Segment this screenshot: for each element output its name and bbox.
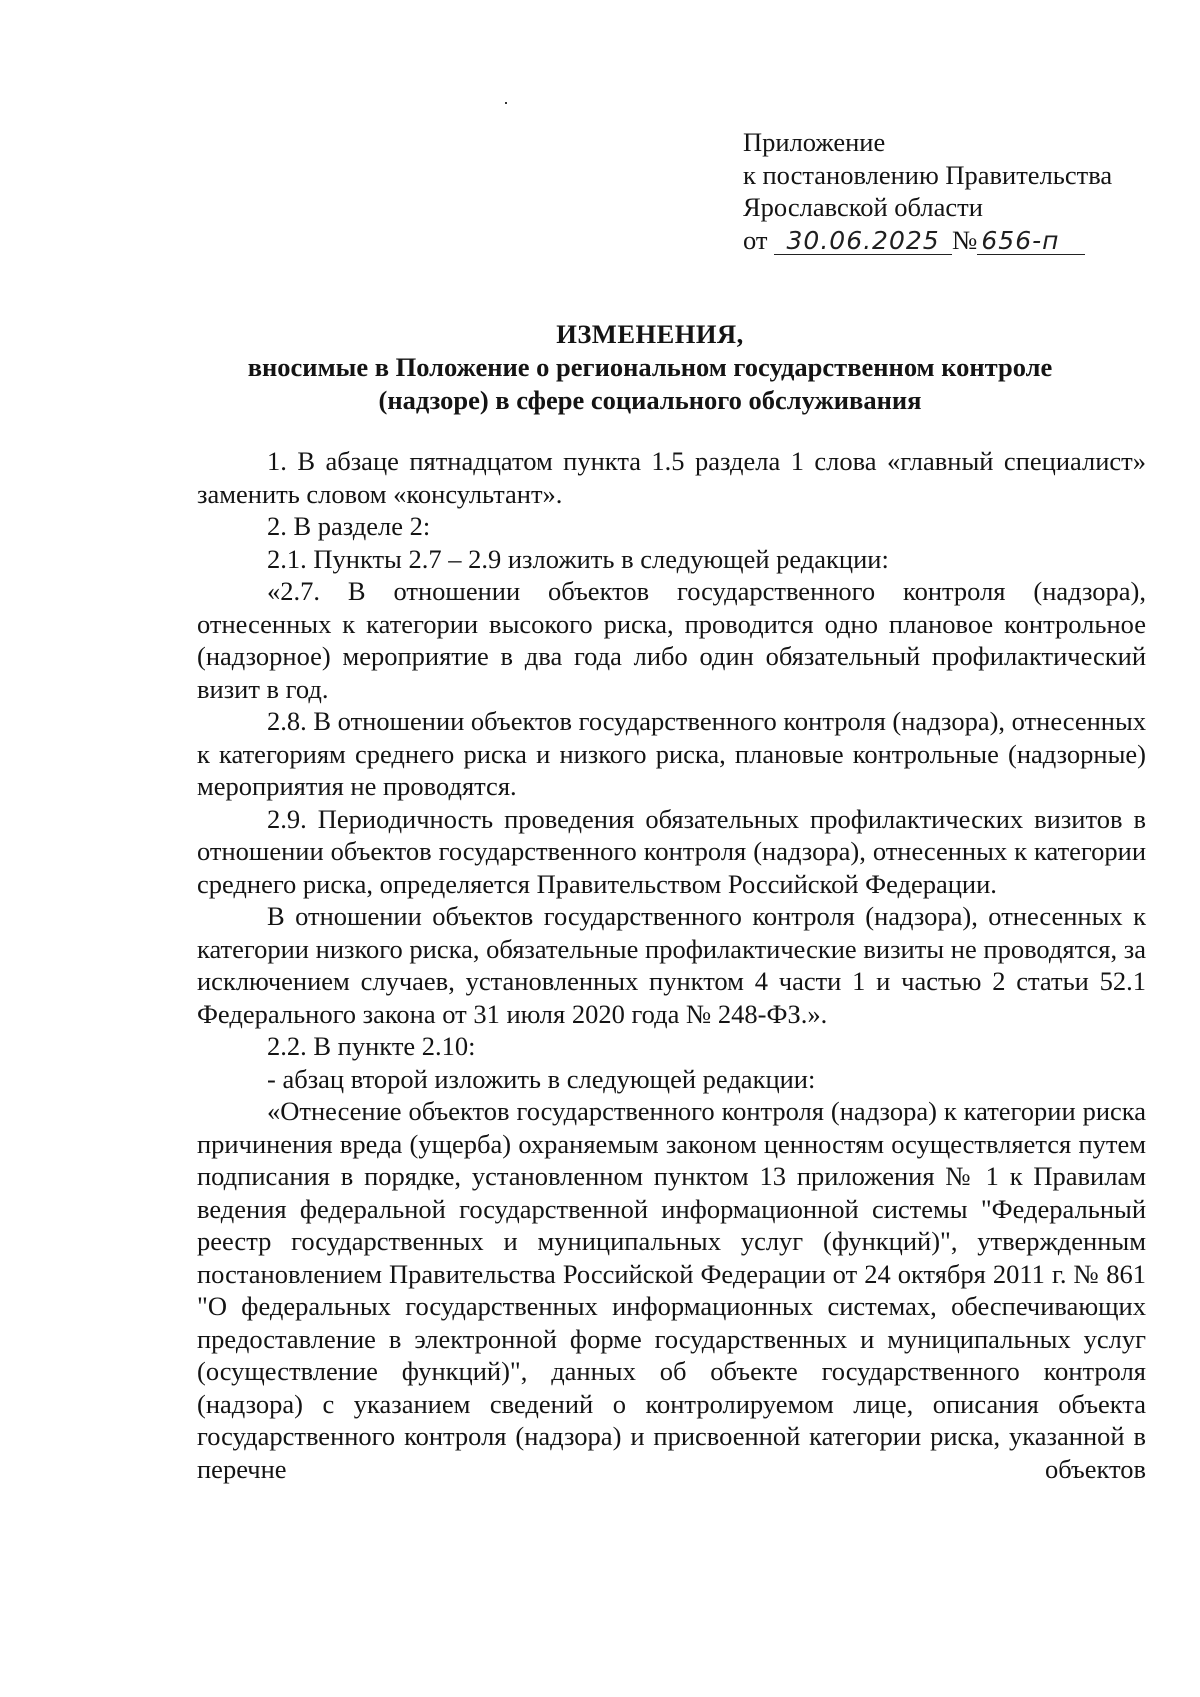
paragraph-2-8: 2.8. В отношении объектов государственного контроля (надзора), отнесенных к категориям среднего риска и низкого риска, плановые контрольные (надзорные) мероприятия не проводятся. xyxy=(197,706,1147,801)
title-main: ИЗМЕНЕНИЯ, xyxy=(556,319,744,349)
paragraph-abzac-two: - абзац второй изложить в следующей редакции: xyxy=(267,1063,816,1094)
appendix-line-3: Ярославской области xyxy=(743,192,983,222)
appendix-header xyxy=(743,126,1112,256)
paragraph-2-1: 2.1. Пункты 2.7 – 2.9 изложить в следующей редакции: xyxy=(267,543,889,574)
paragraph-1: 1. В абзаце пятнадцатом пункта 1.5 раздела 1 слова «главный специалист» заменить словом «консультант». xyxy=(197,446,1146,509)
paragraph-2: 2. В разделе 2: xyxy=(267,511,431,541)
paragraph-2-7: «2.7. В отношении объектов государственного контроля (надзора), отнесенных к категории высокого риска, проводится одно плановое контрольное (надзорное) мероприятие в два года либо один обязательный профилактический визит в год. xyxy=(197,576,1146,704)
number-label: № xyxy=(952,224,978,255)
paragraph-risk-assignment: «Отнесение объектов государственного контроля (надзора) к категории риска причинения вреда (ущерба) охраняемым законом ценностям осуществляется путем подписания в порядке, установленном пунктом 13 приложения № 1 к Правилам ведения федеральной государственной информационной системы "Федеральный реестр государственных и муниципальных услуг (функций)", утвержденным постановлением Правительства Российской Федерации от 24 октября 2011 г. № 861 "О федеральных государственных информационных системах, обеспечивающих предоставление в электронной форме государственных и муниципальных услуг (осуществление функций)", данных об объекте государственного контроля (надзора) с указанием сведений о контролируемом лице, описания объекта государственного контроля (надзора) и присвоенной категории риска, указанной в перечне объектов xyxy=(197,1096,1146,1484)
appendix-line-2: к постановлению Правительства xyxy=(743,159,1113,190)
appendix-line-1: Приложение xyxy=(743,127,886,157)
paragraph-2-9: 2.9. Периодичность проведения обязательных профилактических визитов в отношении объектов государственного контроля (надзора), отнесенных к категории среднего риска, определяется Правительством Российской Федерации. xyxy=(197,803,1146,899)
paragraph-low-risk: В отношении объектов государственного контроля (надзора), отнесенных к категории низкого риска, обязательные профилактические визиты не проводятся, за исключением случаев, установленных пунктом 4 части 1 и частью 2 статьи 52.1 Федерального закона от 31 июля 2020 года № 248-ФЗ.». xyxy=(197,901,1146,1029)
document-title xyxy=(150,318,1150,417)
appendix-date-line xyxy=(743,224,1112,257)
from-label: от xyxy=(743,224,768,255)
paragraph-2-2: 2.2. В пункте 2.10: xyxy=(267,1031,476,1061)
handwritten-date: 30.06.2025 xyxy=(774,228,952,255)
handwritten-number: 656-п xyxy=(977,228,1085,255)
title-sub-1: вносимые в Положение о региональном государственном контроле xyxy=(247,352,1053,382)
scan-speck xyxy=(505,102,507,104)
document-body xyxy=(197,445,1146,1485)
title-sub-2: (надзоре) в сфере социального обслуживания xyxy=(378,385,922,415)
